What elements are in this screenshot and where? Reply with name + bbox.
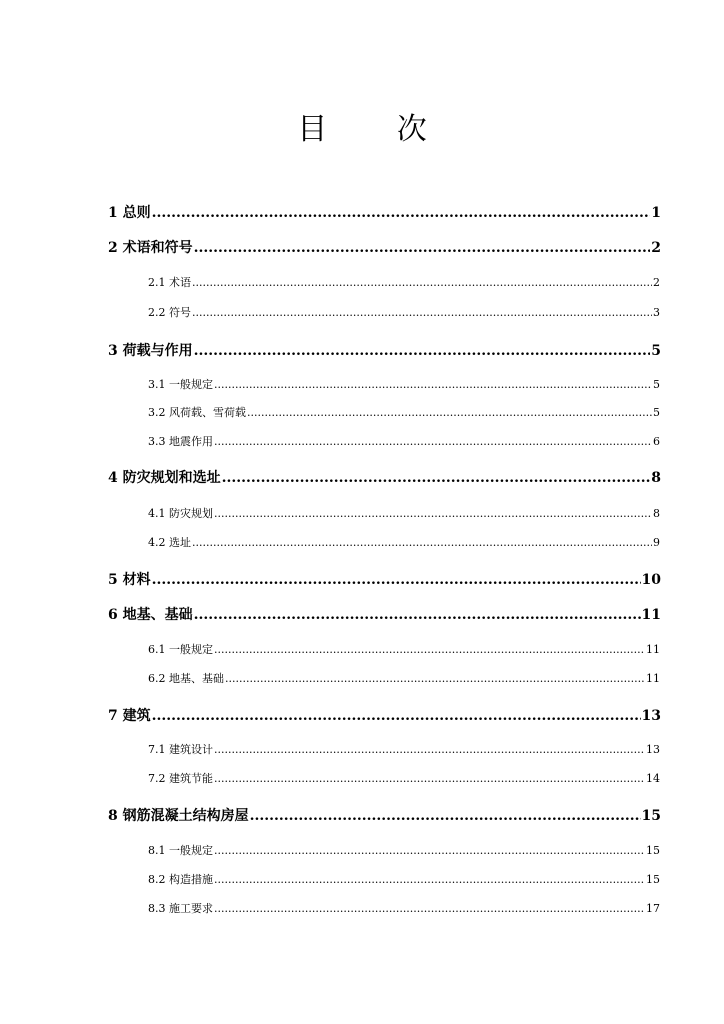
toc-leader-dots — [247, 406, 652, 419]
toc-entry-section-6-2[interactable] — [148, 670, 660, 686]
toc-leader-dots — [214, 743, 645, 756]
toc-leader-dots — [214, 643, 645, 656]
toc-entry-page: 15 — [641, 808, 661, 824]
toc-entry-page: 17 — [646, 902, 660, 915]
toc-entry-page: 2 — [653, 276, 660, 289]
toc-entry-section-8-3[interactable] — [148, 900, 660, 916]
toc-entry-page: 14 — [646, 772, 660, 785]
toc-leader-dots — [152, 708, 641, 724]
toc-leader-dots — [214, 844, 645, 857]
toc-entry-label: 8.2 构造措施 — [148, 873, 213, 886]
toc-leader-dots — [214, 435, 652, 448]
toc-entry-chapter-2[interactable] — [108, 237, 661, 257]
toc-entry-label: 3 荷载与作用 — [108, 343, 193, 359]
toc-entry-label: 2.2 符号 — [148, 306, 191, 319]
toc-entry-page: 8 — [651, 470, 661, 486]
toc-entry-label: 8.3 施工要求 — [148, 902, 213, 915]
toc-entry-section-3-1[interactable] — [148, 376, 660, 392]
title-char-1: 目 — [297, 112, 328, 147]
toc-entry-label: 3.2 风荷载、雪荷载 — [148, 406, 246, 419]
toc-entry-page: 6 — [653, 435, 660, 448]
toc-entry-label: 8.1 一般规定 — [148, 844, 213, 857]
toc-entry-page: 11 — [641, 607, 661, 623]
toc-entry-label: 2.1 术语 — [148, 276, 191, 289]
toc-entry-label: 1 总则 — [108, 205, 151, 221]
toc-entry-page: 13 — [641, 708, 661, 724]
toc-leader-dots — [194, 240, 651, 256]
toc-entry-label: 6 地基、基础 — [108, 607, 193, 623]
toc-entry-label: 2 术语和符号 — [108, 240, 193, 256]
toc-entry-page: 8 — [653, 507, 660, 520]
toc-entry-label: 4.1 防灾规划 — [148, 507, 213, 520]
toc-entry-label: 4 防灾规划和选址 — [108, 470, 221, 486]
toc-entry-page: 5 — [651, 343, 661, 359]
toc-entry-label: 7.1 建筑设计 — [148, 743, 213, 756]
toc-entry-label: 4.2 选址 — [148, 536, 191, 549]
toc-leader-dots — [192, 306, 652, 319]
toc-entry-section-8-1[interactable] — [148, 842, 660, 858]
toc-entry-chapter-3[interactable] — [108, 340, 661, 360]
toc-leader-dots — [192, 276, 652, 289]
title-char-2: 次 — [396, 112, 427, 147]
toc-entry-section-7-2[interactable] — [148, 770, 660, 786]
toc-leader-dots — [214, 772, 645, 785]
toc-entry-page: 15 — [646, 844, 660, 857]
toc-entry-label: 8 钢筋混凝土结构房屋 — [108, 808, 249, 824]
toc-entry-section-8-2[interactable] — [148, 871, 660, 887]
toc-entry-page: 13 — [646, 743, 660, 756]
toc-leader-dots — [214, 902, 645, 915]
toc-entry-label: 7 建筑 — [108, 708, 151, 724]
toc-leader-dots — [152, 205, 651, 221]
toc-entry-section-2-2[interactable] — [148, 304, 660, 320]
toc-leader-dots — [214, 378, 652, 391]
toc-entry-chapter-8[interactable] — [108, 805, 661, 825]
toc-entry-page: 9 — [653, 536, 660, 549]
toc-entry-page: 5 — [653, 378, 660, 391]
toc-leader-dots — [225, 672, 645, 685]
toc-entry-label: 6.1 一般规定 — [148, 643, 213, 656]
toc-entry-page: 3 — [653, 306, 660, 319]
toc-leader-dots — [222, 470, 651, 486]
toc-entry-page: 10 — [641, 572, 661, 588]
toc-leader-dots — [250, 808, 641, 824]
toc-entry-chapter-7[interactable] — [108, 705, 661, 725]
toc-entry-page: 11 — [646, 643, 660, 656]
toc-entry-page: 2 — [651, 240, 661, 256]
toc-entry-chapter-6[interactable] — [108, 604, 661, 624]
toc-entry-chapter-1[interactable] — [108, 202, 661, 222]
toc-entry-section-4-1[interactable] — [148, 505, 660, 521]
toc-entry-label: 3.1 一般规定 — [148, 378, 213, 391]
toc-entry-label: 7.2 建筑节能 — [148, 772, 213, 785]
toc-entry-section-3-2[interactable] — [148, 404, 660, 420]
toc-entry-section-7-1[interactable] — [148, 741, 660, 757]
toc-entry-section-3-3[interactable] — [148, 433, 660, 449]
toc-entry-section-4-2[interactable] — [148, 534, 660, 550]
toc-leader-dots — [194, 607, 641, 623]
toc-entry-section-6-1[interactable] — [148, 641, 660, 657]
toc-entry-label: 3.3 地震作用 — [148, 435, 213, 448]
toc-entry-label: 6.2 地基、基础 — [148, 672, 224, 685]
toc-entry-section-2-1[interactable] — [148, 274, 660, 290]
toc-entry-label: 5 材料 — [108, 572, 151, 588]
toc-entry-page: 11 — [646, 672, 660, 685]
toc-entry-page: 5 — [653, 406, 660, 419]
toc-leader-dots — [214, 873, 645, 886]
toc-leader-dots — [192, 536, 652, 549]
toc-leader-dots — [194, 343, 651, 359]
toc-entry-page: 1 — [651, 205, 661, 221]
page-title — [0, 104, 724, 148]
toc-entry-chapter-5[interactable] — [108, 569, 661, 589]
toc-leader-dots — [214, 507, 652, 520]
toc-entry-page: 15 — [646, 873, 660, 886]
toc-leader-dots — [152, 572, 641, 588]
toc-entry-chapter-4[interactable] — [108, 467, 661, 487]
